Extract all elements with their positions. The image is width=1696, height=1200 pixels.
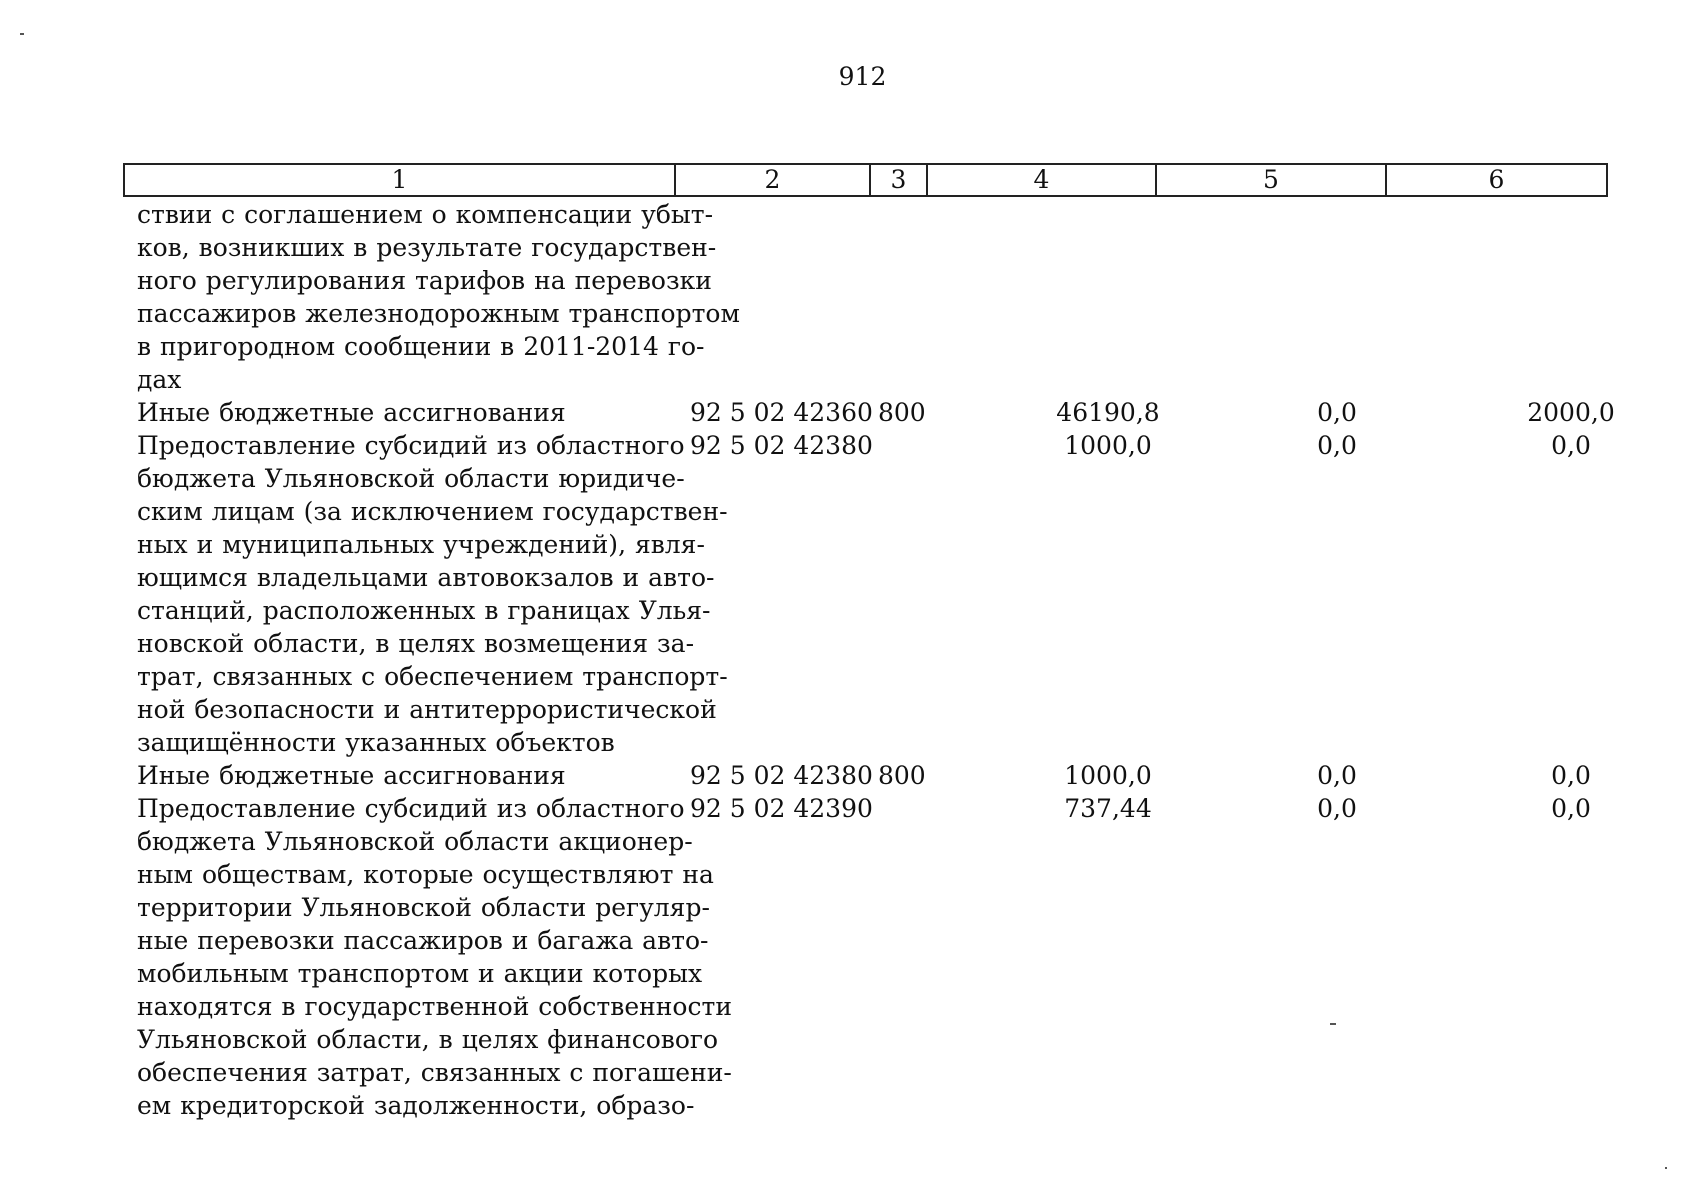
description-line: ствии с соглашением о компенсации убыт- (137, 200, 714, 229)
row-description (137, 792, 732, 1122)
description-line: бюджета Ульяновской области юридиче- (137, 464, 685, 493)
budget-code: 92 5 02 42380 (690, 761, 873, 790)
row-description (137, 429, 728, 759)
description-line: защищённости указанных объектов (137, 728, 615, 757)
description-line: Предоставление субсидий из областного (137, 794, 685, 823)
description-line: станций, расположенных в границах Улья- (137, 596, 711, 625)
row-description (137, 759, 663, 792)
column-header-5: 5 (1156, 164, 1386, 196)
value-col-4: 1000,0 (1064, 431, 1152, 460)
description-line: ков, возникших в результате государствен- (137, 233, 717, 262)
column-header-6: 6 (1386, 164, 1607, 196)
expense-type: 800 (878, 398, 926, 427)
scan-speck (1330, 1023, 1336, 1025)
value-col-6: 2000,0 (1527, 398, 1615, 427)
value-col-4: 46190,8 (1056, 398, 1160, 427)
description-line: обеспечения затрат, связанных с погашени- (137, 1058, 732, 1087)
expense-type: 800 (878, 761, 926, 790)
scan-speck (20, 33, 24, 35)
value-col-4: 1000,0 (1064, 761, 1152, 790)
column-header-1: 1 (124, 164, 675, 196)
value-col-5: 0,0 (1317, 398, 1357, 427)
value-col-5: 0,0 (1317, 761, 1357, 790)
description-line: Иные бюджетные ассигнования (137, 398, 566, 427)
row-description (137, 198, 740, 396)
description-line: мобильным транспортом и акции которых (137, 959, 703, 988)
scan-speck (1665, 1167, 1667, 1169)
description-line: ем кредиторской задолженности, образо- (137, 1091, 695, 1120)
description-line: дах (137, 365, 182, 394)
value-col-5: 0,0 (1317, 431, 1357, 460)
value-col-4: 737,44 (1064, 794, 1152, 823)
description-line: Предоставление субсидий из областного (137, 431, 685, 460)
column-header-2: 2 (675, 164, 870, 196)
description-line: ным обществам, которые осуществляют на (137, 860, 714, 889)
value-col-6: 0,0 (1551, 794, 1591, 823)
description-line: ные перевозки пассажиров и багажа авто- (137, 926, 709, 955)
column-header-3: 3 (870, 164, 927, 196)
description-line: ющимся владельцами автовокзалов и авто- (137, 563, 715, 592)
page-number: 912 (838, 62, 887, 91)
description-line: ного регулирования тарифов на перевозки (137, 266, 712, 295)
description-line: Иные бюджетные ассигнования (137, 761, 566, 790)
column-header-4: 4 (927, 164, 1156, 196)
column-number-header (123, 163, 1608, 197)
budget-table-body (123, 198, 1615, 1122)
description-line: трат, связанных с обеспечением транспорт- (137, 662, 728, 691)
budget-code: 92 5 02 42380 (690, 431, 873, 460)
value-col-6: 0,0 (1551, 431, 1591, 460)
description-line: ных и муниципальных учреждений), явля- (137, 530, 705, 559)
description-line: ским лицам (за исключением государствен- (137, 497, 728, 526)
table-row (123, 396, 1615, 429)
value-col-6: 0,0 (1551, 761, 1591, 790)
description-line: в пригородном сообщении в 2011-2014 го- (137, 332, 705, 361)
description-line: находятся в государственной собственности (137, 992, 732, 1021)
budget-code: 92 5 02 42390 (690, 794, 873, 823)
table-row (123, 198, 1606, 396)
value-col-5: 0,0 (1317, 794, 1357, 823)
table-row (123, 759, 1606, 792)
table-row (123, 429, 1606, 759)
description-line: пассажиров железнодорожным транспортом (137, 299, 740, 328)
table-row (123, 792, 1606, 1122)
description-line: новской области, в целях возмещения за- (137, 629, 695, 658)
description-line: бюджета Ульяновской области акционер- (137, 827, 693, 856)
budget-code: 92 5 02 42360 (690, 398, 873, 427)
description-line: Ульяновской области, в целях финансового (137, 1025, 719, 1054)
description-line: ной безопасности и антитеррористической (137, 695, 717, 724)
row-description (137, 396, 663, 429)
description-line: территории Ульяновской области регуляр- (137, 893, 710, 922)
